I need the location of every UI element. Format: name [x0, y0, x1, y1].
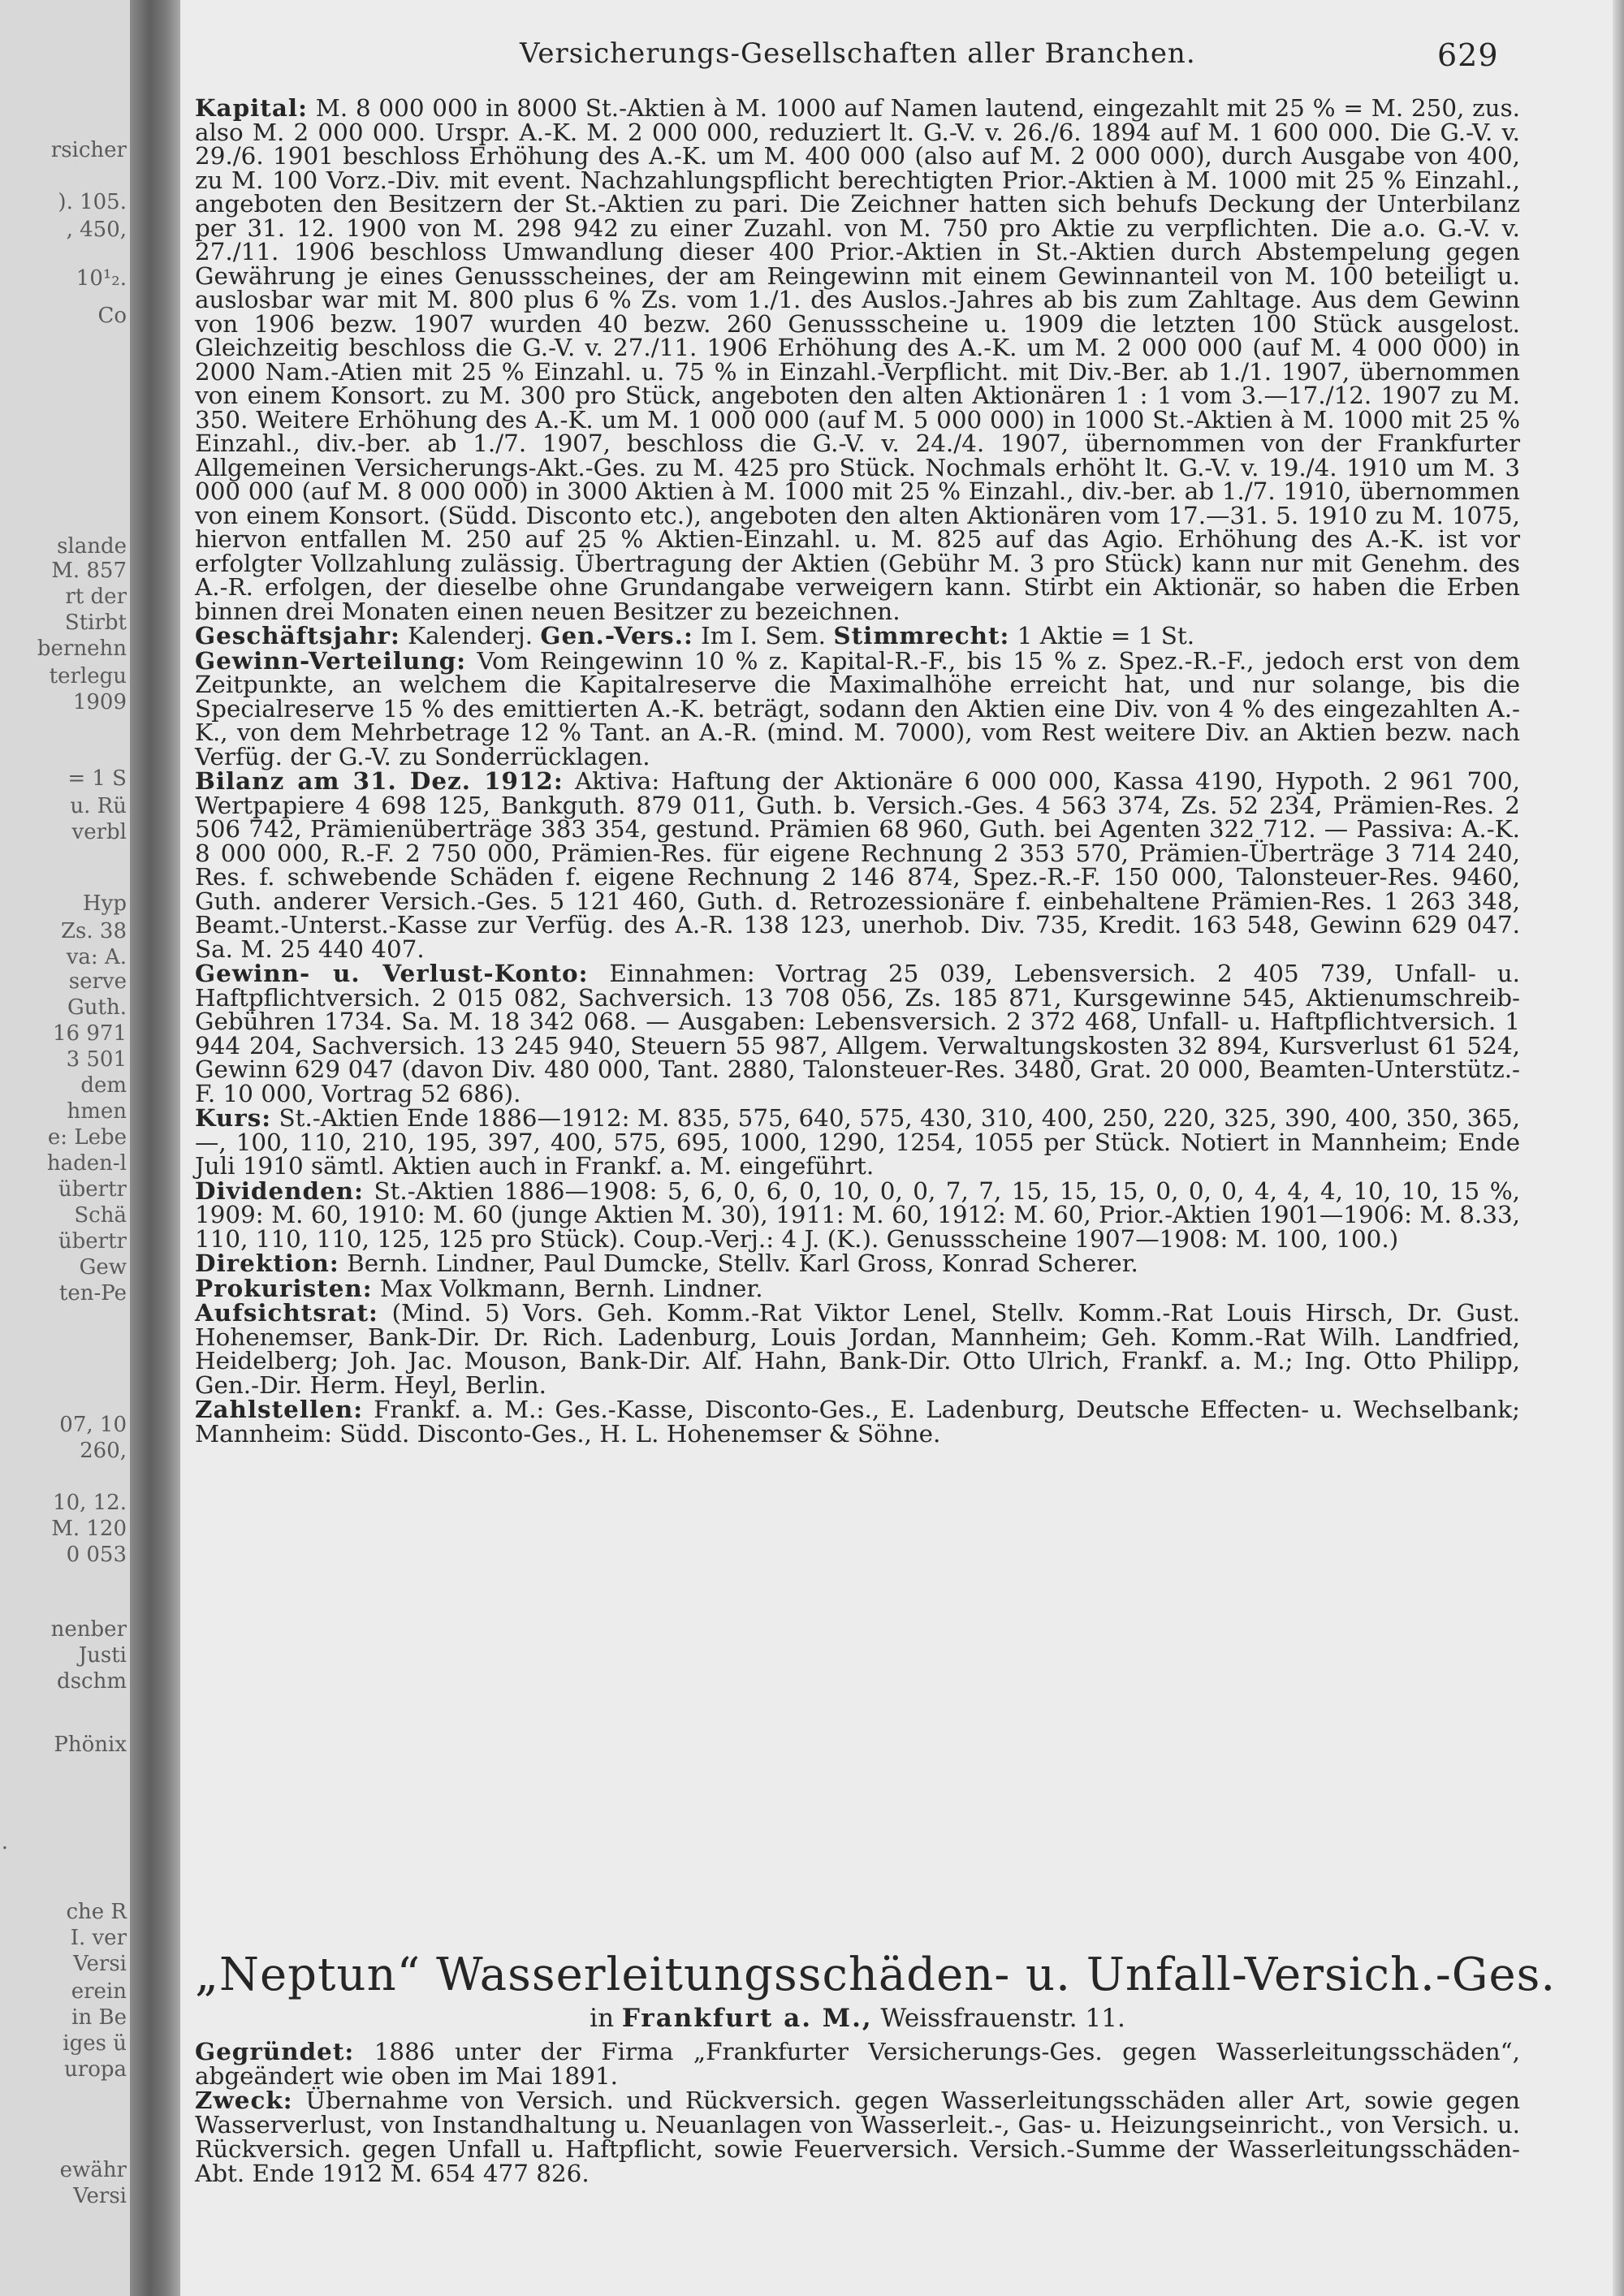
founded-paragraph [195, 2039, 1520, 2088]
section-label: Kurs: [195, 1103, 272, 1132]
section-text: M. 8 000 000 in 8000 St.-Aktien à M. 1000 auf Namen lautend, eingezahlt mit 25 % = M. 250, zus. also M. 2 000 000. Urspr. A.-K. M. 2 000 000, reduziert lt. G.-V. v. 26./6. 1894 auf M. 1 600 000. Die G.-V. v. 29./6. 1901 beschloss Erhöhung des A.-K. um M. 400 000 (also auf M. 2 000 000), durch Ausgabe von 400, zu M. 100 Vorz.-Div. mit event. Nachzahlungspflicht berechtigten Prior.-Aktien à M. 1000 mit 25 % Einzahl., angeboten den Besitzern der St.-Aktien zu pari. Die Zeichner hatten sich behufs Deckung der Unterbilanz per 31. 12. 1900 von M. 298 942 zu einer Zuzahl. von M. 750 pro Aktie zu verpflichten. Die a.o. G.-V. v. 27./11. 1906 beschloss Umwandlung dieser 400 Prior.-Aktien in St.-Aktien durch Abstempelung gegen Gewährung je eines Genussscheines, der am Reingewinn mit einem Gewinnanteil von M. 100 beteiligt u. auslosbar war mit M. 800 plus 6 % Zs. vom 1./1. des Auslos.-Jahres ab bis zum Zahltage. Aus dem Gewinn von 1906 bezw. 1907 wurden 40 bezw. 260 Genussscheine u. 1909 die letzten 100 Stück ausgelost. Gleichzeitig beschloss die G.-V. v. 27./11. 1906 Erhöhung des A.-K. um M. 2 000 000 (auf M. 4 000 000) in 2000 Nam.-Atien mit 25 % Einzahl. u. 75 % in Einzahl.-Verpflicht. mit Div.-Ber. ab 1./1. 1907, übernommen von einem Konsort. zu M. 300 pro Stück, angeboten den alten Aktionären 1 : 1 vom 3.—17./12. 1907 zu M. 350. Weitere Erhöhung des A.-K. um M. 1 000 000 (auf M. 5 000 000) in 1000 St.-Aktien à M. 1000 mit 25 % Einzahl., div.-ber. ab 1./7. 1907, beschloss die G.-V. v. 24./4. 1907, übernommen von der Frankfurter Allgemeinen Versicherungs-Akt.-Ges. zu M. 425 pro Stück. Nochmals erhöht lt. G.-V. v. 19./4. 1910 um M. 3 000 000 (auf M. 8 000 000) in 3000 Aktien à M. 1000 mit 25 % Einzahl., div.-ber. ab 1./7. 1910, übernommen von einem Konsort. (Südd. Disconto etc.), angeboten den alten Aktionären vom 17.—31. 5. 1910 zu M. 1075, hiervon entfallen M. 250 auf 25 % Aktien-Einzahl. u. M. 825 auf das Agio. Erhöhung des A.-K. ist vor erfolgter Vollzahlung zulässig. Übertragung der Aktien (Gebühr M. 3 pro Stück) kann nur mit Genehm. des A.-R. erfolgen, der dieselbe ohne Grundangabe verweigern kann. Stirbt ein Aktionär, so haben die Erben binnen drei Monaten einen neuen Besitzer zu bezeichnen. [195, 94, 1520, 625]
left-fragment: u. Rü [70, 794, 127, 818]
supervisory-board-paragraph [195, 1298, 1520, 1399]
section-text: St.-Aktien Ende 1886—1912: M. 835, 575, 640, 575, 430, 310, 400, 250, 220, 325, 390, 400, 350, 365, —, 100, 110, 210, 195, 397, 400, 575, 695, 1000, 1290, 1254, 1055 per Stück. Notiert in Mannheim; Ende Juli 1910 sämtl. Aktien auch in Frankf. a. M. eingeführt. [195, 1104, 1520, 1180]
left-fragment: Justi [78, 1643, 127, 1668]
left-fragment: rsicher [50, 138, 127, 162]
left-fragment: e: Lebe [47, 1125, 127, 1150]
book-gutter [130, 0, 180, 2296]
management-paragraph [195, 1251, 1520, 1276]
left-fragment: verbl [71, 820, 127, 844]
section-label: Aufsichtsrat: [195, 1298, 378, 1327]
left-fragment: terlegu [49, 664, 127, 688]
left-fragment: M. 857 [51, 559, 127, 583]
location-prefix: in [590, 2004, 622, 2033]
left-fragment: 10, 12. [53, 1491, 127, 1515]
section-text: Max Volkmann, Bernh. Lindner. [372, 1274, 763, 1302]
left-fragment: erein [71, 1979, 127, 2004]
left-fragment: übertr [58, 1229, 127, 1254]
left-fragment: , 450, [66, 218, 127, 242]
section-text: Übernahme von Versich. und Rückversich. gegen Wasserleitungsschäden aller Art, sowie gegen Wasserverlust, von Instandhaltung u. Neuanlagen von Wasserleit.-, Gas- u. Heizungseinricht., von Versich. u. Rückversich. gegen Unfall u. Haftpflicht, sowie Feuerversich. Versich.-Summe der Wasserleitungsschäden-Abt. Ende 1912 M. 654 477 826. [195, 2087, 1520, 2187]
section-label: Stimmrecht: [833, 621, 1010, 650]
left-fragment: dem [80, 1073, 127, 1098]
section-label: Bilanz am 31. Dez. 1912: [195, 766, 564, 795]
section-label: Prokuristen: [195, 1273, 373, 1302]
company-location [195, 2002, 1520, 2035]
entry-body [195, 93, 1520, 1448]
section-label: Dividenden: [195, 1176, 364, 1205]
left-fragment: Versi [73, 1952, 127, 1976]
left-fragment: 3 501 [66, 1047, 127, 1072]
procurists-paragraph [195, 1273, 1520, 1302]
left-fragment: Versi [73, 2184, 127, 2208]
left-fragment: Hyp [82, 891, 127, 916]
left-fragment: 16 971 [53, 1021, 127, 1046]
left-fragment: = 1 S [67, 766, 127, 791]
left-fragment: ewähr [59, 2158, 127, 2182]
paying-agents-paragraph [195, 1397, 1520, 1446]
left-fragment: hmen [67, 1099, 127, 1124]
neptun-entry [195, 1949, 1557, 2187]
running-header: Versicherungs-Gesellschaften aller Branchen. [520, 37, 1196, 70]
page-edge [1613, 0, 1624, 2296]
left-fragment: ten-Pe [58, 1281, 127, 1306]
left-fragment: va: A. [66, 945, 127, 969]
section-label: Gewinn- u. Verlust-Konto: [195, 959, 589, 987]
section-label: Gen.-Vers.: [540, 621, 693, 650]
fiscal-paragraph [195, 621, 1520, 650]
left-fragment: nenber [50, 1617, 127, 1642]
left-fragment: Schä [74, 1203, 127, 1228]
left-fragment: Co [97, 304, 127, 328]
left-fragment: 10¹₂. [76, 266, 127, 291]
left-fragment: 07, 10 [59, 1413, 127, 1437]
section-label: Zweck: [195, 2086, 293, 2114]
left-fragment: 0 053 [66, 1543, 127, 1567]
section-text: Aktiva: Haftung der Aktionäre 6 000 000, Kassa 4190, Hypoth. 2 961 700, Wertpapiere 4 698 125, Bankguth. 879 011, Guth. b. Versich.-Ges. 4 563 374, Zs. 52 234, Prämien-Res. 2 506 742, Prämienüberträge 383 354, gestund. Prämien 68 960, Guth. bei Agenten 322 712. — Passiva: A.-K. 8 000 000, R.-F. 2 750 000, Prämien-Res. für eigene Rechnung 2 353 570, Prämien-Überträge 3 714 240, Res. f. schwebende Schäden f. eigene Rechnung 2 146 874, Spez.-R.-F. 150 000, Talonsteuer-Res. 9460, Guth. anderer Versich.-Ges. 5 121 460, Guth. d. Retrozessionäre f. einbehaltene Prämien-Res. 1 263 348, Beamt.-Unterst.-Kasse zur Verfüg. des A.-R. 138 123, unerhob. Div. 735, Kredit. 163 548, Gewinn 629 047. Sa. M. 25 440 407. [195, 767, 1520, 963]
left-fragment: 1909 [72, 690, 127, 714]
section-text: Kalenderj. [400, 622, 541, 650]
left-fragment: in Be [71, 2005, 127, 2030]
section-text: Vom Reingewinn 10 % z. Kapital-R.-F., bis 15 % z. Spez.-R.-F., jedoch erst von dem Zeitpunkte, an welchem die Kapitalreserve die Maximalhöhe erreicht hat, und nur solange, bis die Specialreserve 15 % des emittierten A.-K. beträgt, sodann den Aktien eine Div. von 4 % des eingezahlten A.-K., von dem Mehrbetrage 12 % Tant. an A.-R. (mind. M. 7000), vom Rest weitere Div. an Aktien bezw. nach Verfüg. der G.-V. zu Sonderrücklagen. [195, 646, 1520, 770]
section-text: St.-Aktien 1886—1908: 5, 6, 0, 6, 0, 10, 0, 0, 7, 7, 15, 15, 15, 0, 0, 0, 4, 4, 4, 10, 10, 15 %, 1909: M. 60, 1910: M. 60 (junge Aktien M. 30), 1911: M. 60, 1912: M. 60, Prior.-Aktien 1901—1906: M. 8.33, 110, 110, 110, 125, 125 pro Stück). Coup.-Verj.: 4 J. (K.). Genussscheine 1907—1908: M. 100, 100.) [195, 1176, 1520, 1253]
purpose-paragraph [195, 2088, 1520, 2186]
left-fragment: Zs. 38 [60, 919, 127, 943]
left-facing-page [0, 0, 130, 2296]
left-fragment: . [1, 1830, 8, 1854]
section-label: Direktion: [195, 1249, 339, 1277]
left-fragment: Stirbt [64, 611, 127, 635]
section-text: 1886 unter der Firma „Frankfurter Versicherungs-Ges. gegen Wasserleitungsschäden“, abgeändert wie oben im Mai 1891. [195, 2038, 1520, 2090]
section-text: Frankf. a. M.: Ges.-Kasse, Disconto-Ges., E. Ladenburg, Deutsche Effecten- u. Wechselbank; Mannheim: Südd. Disconto-Ges., H. L. Hohenemser & Söhne. [195, 1396, 1520, 1448]
left-fragment: 260, [80, 1439, 127, 1463]
company-name: „Neptun“ Wasserleitungsschäden- u. Unfall-Versich.-Ges. [195, 1949, 1557, 2001]
left-fragment: rt der [65, 585, 127, 609]
section-label: Gewinn-Verteilung: [195, 645, 467, 675]
left-fragment: dschm [57, 1669, 127, 1694]
section-text: 1 Aktie = 1 St. [1009, 622, 1195, 650]
left-fragment: I. ver [70, 1926, 127, 1950]
left-fragment: ). 105. [58, 190, 127, 214]
left-fragment: che R [66, 1900, 127, 1924]
right-page [180, 0, 1613, 2296]
dividends-paragraph [195, 1176, 1520, 1253]
profit-loss-paragraph [195, 961, 1520, 1106]
capital-paragraph [195, 93, 1520, 625]
left-fragment: iges ü [63, 2031, 127, 2056]
price-paragraph [195, 1103, 1520, 1180]
left-fragment: M. 120 [51, 1517, 127, 1541]
page-number: 629 [1437, 37, 1499, 73]
section-label: Gegründet: [195, 2037, 355, 2065]
section-text: Im I. Sem. [693, 622, 834, 650]
left-fragment: slande [57, 534, 127, 559]
left-fragment: Phönix [54, 1733, 127, 1757]
section-label: Kapital: [195, 93, 308, 122]
left-fragment: Guth. [67, 995, 127, 1020]
left-fragment: uropa [64, 2057, 127, 2082]
section-label: Zahlstellen: [195, 1395, 364, 1423]
location-address: Weissfrauenstr. 11. [872, 2004, 1125, 2033]
balance-paragraph [195, 766, 1520, 963]
left-fragment: serve [68, 969, 127, 994]
section-text: (Mind. 5) Vors. Geh. Komm.-Rat Viktor Lenel, Stellv. Komm.-Rat Louis Hirsch, Dr. Gust. Hohenemser, Bank-Dir. Dr. Rich. Ladenburg, Louis Jordan, Mannheim; Geh. Komm.-Rat Wilh. Landfried, Heidelberg; Joh. Jac. Mouson, Bank-Dir. Alf. Hahn, Bank-Dir. Otto Ulrich, Frankf. a. M.; Ing. Otto Philipp, Gen.-Dir. Herm. Heyl, Berlin. [195, 1299, 1520, 1399]
section-label: Geschäftsjahr: [195, 621, 400, 650]
section-text: Einnahmen: Vortrag 25 039, Lebensversich. 2 405 739, Unfall- u. Haftpflichtversich. 2 015 082, Sachversich. 13 708 056, Zs. 185 871, Kursgewinne 545, Aktienumschreib-Gebühren 1734. Sa. M. 18 342 068. — Ausgaben: Lebensversich. 2 372 468, Unfall- u. Haftpflichtversich. 1 944 204, Sachversich. 13 245 940, Steuern 55 987, Allgem. Verwaltungskosten 32 894, Kursverlust 61 524, Gewinn 629 047 (davon Div. 480 000, Tant. 2880, Talonsteuer-Res. 3480, Grat. 20 000, Beamten-Unterstütz.-F. 10 000, Vortrag 52 686). [195, 960, 1520, 1107]
section-text: Bernh. Lindner, Paul Dumcke, Stellv. Karl Gross, Konrad Scherer. [339, 1249, 1138, 1277]
left-fragment: übertr [58, 1177, 127, 1202]
location-city: Frankfurt a. M., [621, 2004, 873, 2033]
left-fragment: bernehn [37, 637, 127, 661]
profit-distribution-paragraph [195, 645, 1520, 770]
left-fragment: Gew [79, 1255, 127, 1280]
left-fragment: haden-l [46, 1151, 127, 1176]
